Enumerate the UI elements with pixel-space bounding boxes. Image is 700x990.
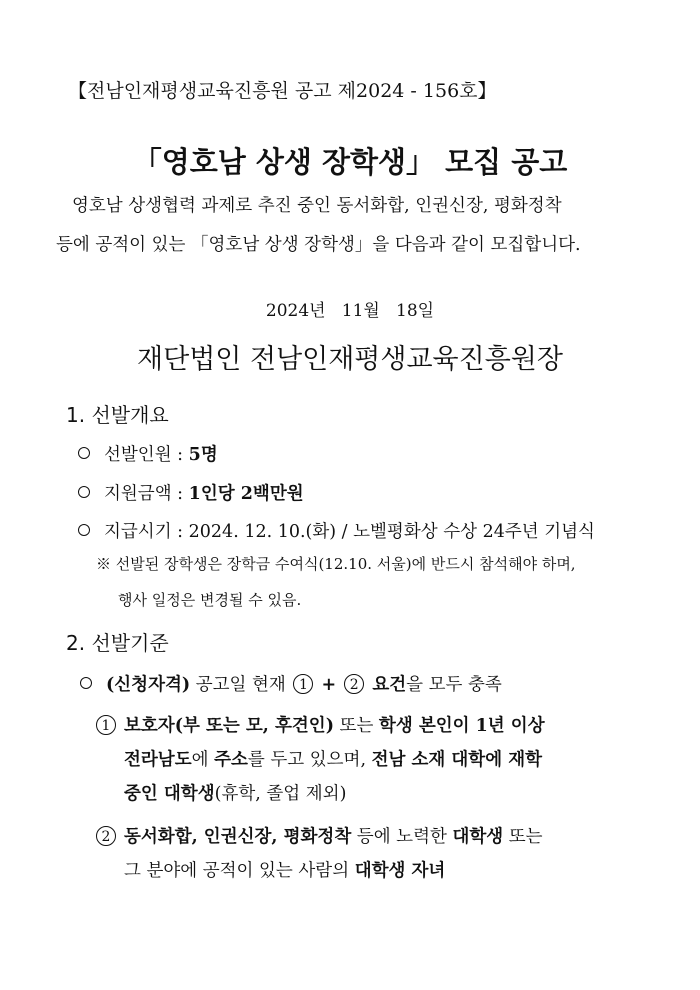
requirement-1-line-2 <box>124 746 542 771</box>
item-value: 5명 <box>188 445 218 465</box>
criteria-text: 공고일 현재 <box>190 675 292 695</box>
criteria-plus: + <box>315 675 343 695</box>
hollow-circle-bullet-icon <box>78 447 90 459</box>
req1-bold-e: 전남 소재 대학에 재학 <box>371 750 543 770</box>
item-label: 지급시기 : <box>104 522 189 542</box>
criteria-label: (신청자격) <box>106 675 191 695</box>
overview-item-quota <box>78 441 218 466</box>
circled-number-2: 2 <box>96 826 116 846</box>
req1-bold-f: 중인 대학생 <box>124 784 215 804</box>
attendance-note-continued: 행사 일정은 변경될 수 있음. <box>118 591 302 609</box>
intro-line-2: 등에 공적이 있는 「영호남 상생 장학생」을 다음과 같이 모집합니다. <box>56 235 581 255</box>
req2-bold-b: 대학생 <box>452 827 504 847</box>
req2-bold-c: 대학생 자녀 <box>354 861 446 881</box>
attendance-note: ※ 선발된 장학생은 장학금 수여식(12.10. 서울)에 반드시 참석해야 하며, <box>96 555 576 573</box>
item-label: 선발인원 : <box>104 445 189 465</box>
req2-text-b: 또는 <box>503 827 543 847</box>
hollow-circle-bullet-icon <box>78 524 90 536</box>
section-1-heading: 1. 선발개요 <box>66 403 169 427</box>
overview-item-amount <box>78 480 304 505</box>
overview-item-payment-date <box>78 518 595 543</box>
req1-bold-a: 보호자(부 또는 모, 후견인) <box>124 716 334 736</box>
req1-text-b: 에 <box>191 750 215 770</box>
requirement-1-line-3 <box>124 780 346 805</box>
criteria-text-end: 을 모두 충족 <box>406 675 502 695</box>
document-title: 「영호남 상생 장학생」 모집 공고 <box>132 145 568 179</box>
circled-number-2: 2 <box>344 674 364 694</box>
requirement-2-line-2 <box>124 857 445 882</box>
req2-bold-a: 동서화합, 인권신장, 평화정착 <box>124 827 352 847</box>
req1-text-a: 또는 <box>333 716 379 736</box>
req2-text-c: 그 분야에 공적이 있는 사람의 <box>124 861 355 881</box>
hollow-circle-bullet-icon <box>78 486 90 498</box>
circled-number-1: 1 <box>96 715 116 735</box>
req1-bold-c: 전라남도 <box>124 750 192 770</box>
intro-line-1: 영호남 상생협력 과제로 추진 중인 동서화합, 인권신장, 평화정착 <box>72 196 562 216</box>
organization-name: 재단법인 전남인재평생교육진흥원장 <box>137 344 563 375</box>
req2-text-a: 등에 노력한 <box>351 827 453 847</box>
section-2-heading: 2. 선발기준 <box>66 631 169 655</box>
notice-number: 【전남인재평생교육진흥원 공고 제2024 - 156호】 <box>68 80 497 102</box>
item-label: 지원금액 : <box>104 484 189 504</box>
hollow-circle-bullet-icon <box>80 677 92 689</box>
req1-text-c: 를 두고 있으며, <box>247 750 372 770</box>
requirement-2-line-1 <box>96 823 543 848</box>
req1-text-d: (휴학, 졸업 제외) <box>214 784 347 804</box>
requirement-1-line-1 <box>96 712 545 737</box>
item-value: 2024. 12. 10.(화) / 노벨평화상 수상 24주년 기념식 <box>188 522 595 542</box>
criteria-requirement: 요건 <box>366 675 407 695</box>
req1-bold-d: 주소 <box>214 750 248 770</box>
req1-bold-b: 학생 본인이 1년 이상 <box>378 716 545 736</box>
announcement-date: 2024년 11월 18일 <box>265 301 435 321</box>
circled-number-1: 1 <box>293 674 313 694</box>
item-value: 1인당 2백만원 <box>188 484 304 504</box>
eligibility-criteria <box>80 671 502 696</box>
